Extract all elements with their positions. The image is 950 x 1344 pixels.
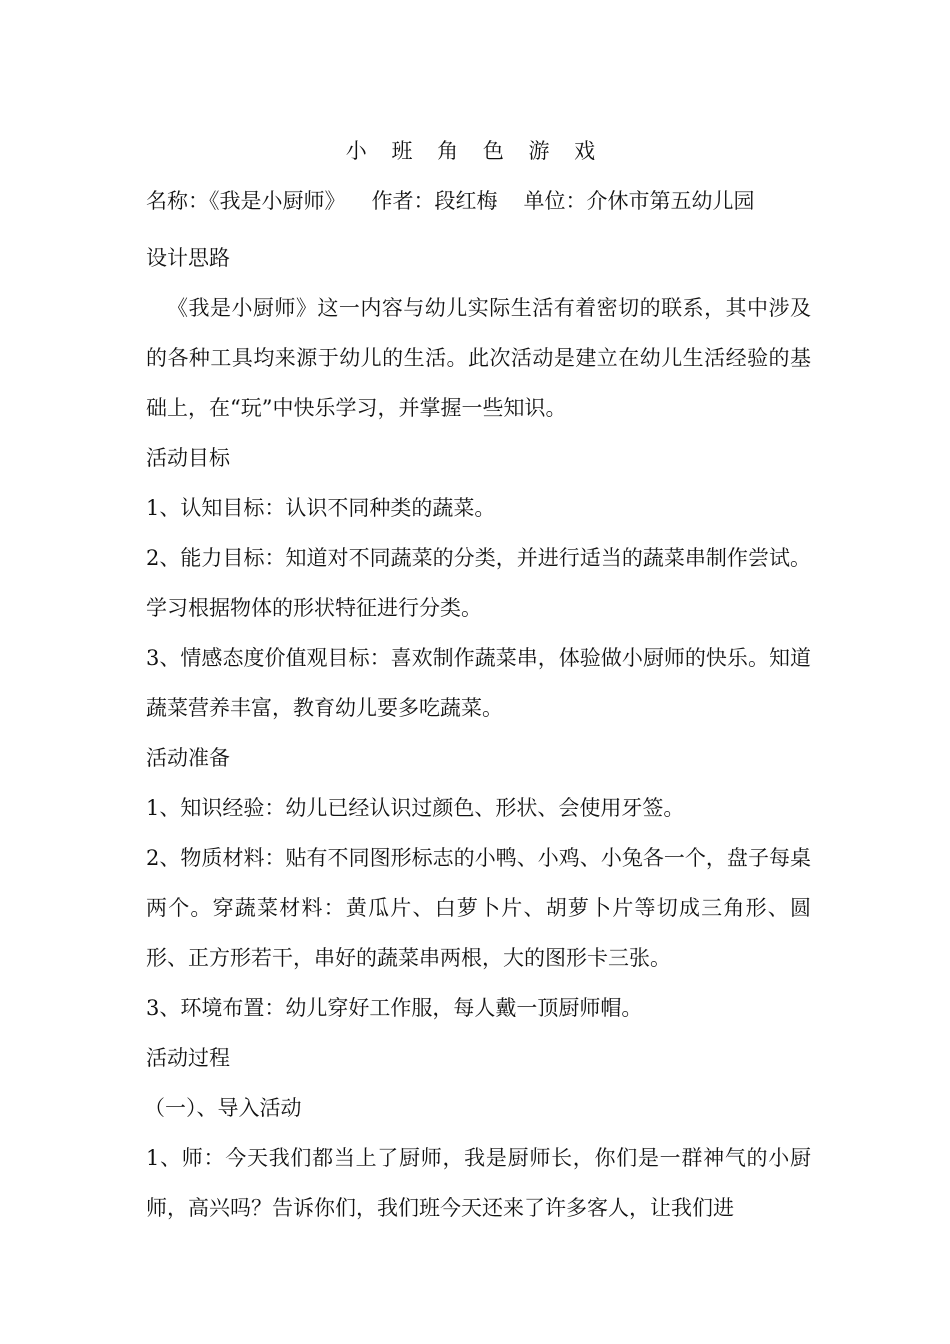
goal-item: 1、认知目标：认识不同种类的蔬菜。 [146, 496, 496, 520]
design-paragraph: 《我是小厨师》这一内容与幼儿实际生活有着密切的联系，其中涉及的各种工具均来源于幼儿的生活。此次活动是建立在幼儿生活经验的基础上，在“玩”中快乐学习，并掌握一些知识。 [146, 296, 811, 420]
section-heading-design: 设计思路 [146, 246, 230, 270]
prep-item: 3、环境布置：幼儿穿好工作服，每人戴一顶厨师帽。 [146, 996, 643, 1020]
document-title: 小 班 角 色 游 戏 [345, 139, 605, 163]
section-heading-process: 活动过程 [146, 1046, 230, 1070]
section-heading-prep: 活动准备 [146, 746, 230, 770]
meta-name: 名称：《我是小厨师》 [146, 189, 346, 213]
prep-item: 1、知识经验：幼儿已经认识过颜色、形状、会使用牙签。 [146, 796, 685, 820]
goal-item: 3、情感态度价值观目标：喜欢制作蔬菜串，体验做小厨师的快乐。知道蔬菜营养丰富，教育幼儿要多吃蔬菜。 [146, 646, 811, 720]
process-item: 1、师：今天我们都当上了厨师，我是厨师长，你们是一群神气的小厨师，高兴吗？告诉你们，我们班今天还来了许多客人，让我们进 [146, 1146, 811, 1220]
section-heading-goals: 活动目标 [146, 446, 230, 470]
meta-unit: 单位：介休市第五幼儿园 [523, 189, 755, 213]
meta-author: 作者：段红梅 [371, 189, 498, 213]
process-subheading: （一）、导入活动 [144, 1096, 302, 1120]
goal-item: 2、能力目标：知道对不同蔬菜的分类，并进行适当的蔬菜串制作尝试。学习根据物体的形状特征进行分类。 [146, 546, 811, 620]
document-body [146, 233, 811, 1233]
document-meta [146, 184, 816, 218]
prep-item: 2、物质材料：贴有不同图形标志的小鸭、小鸡、小兔各一个，盘子每桌两个。穿蔬菜材料：黄瓜片、白萝卜片、胡萝卜片等切成三角形、圆形、正方形若干，串好的蔬菜串两根，大的图形卡三张。 [146, 846, 811, 970]
